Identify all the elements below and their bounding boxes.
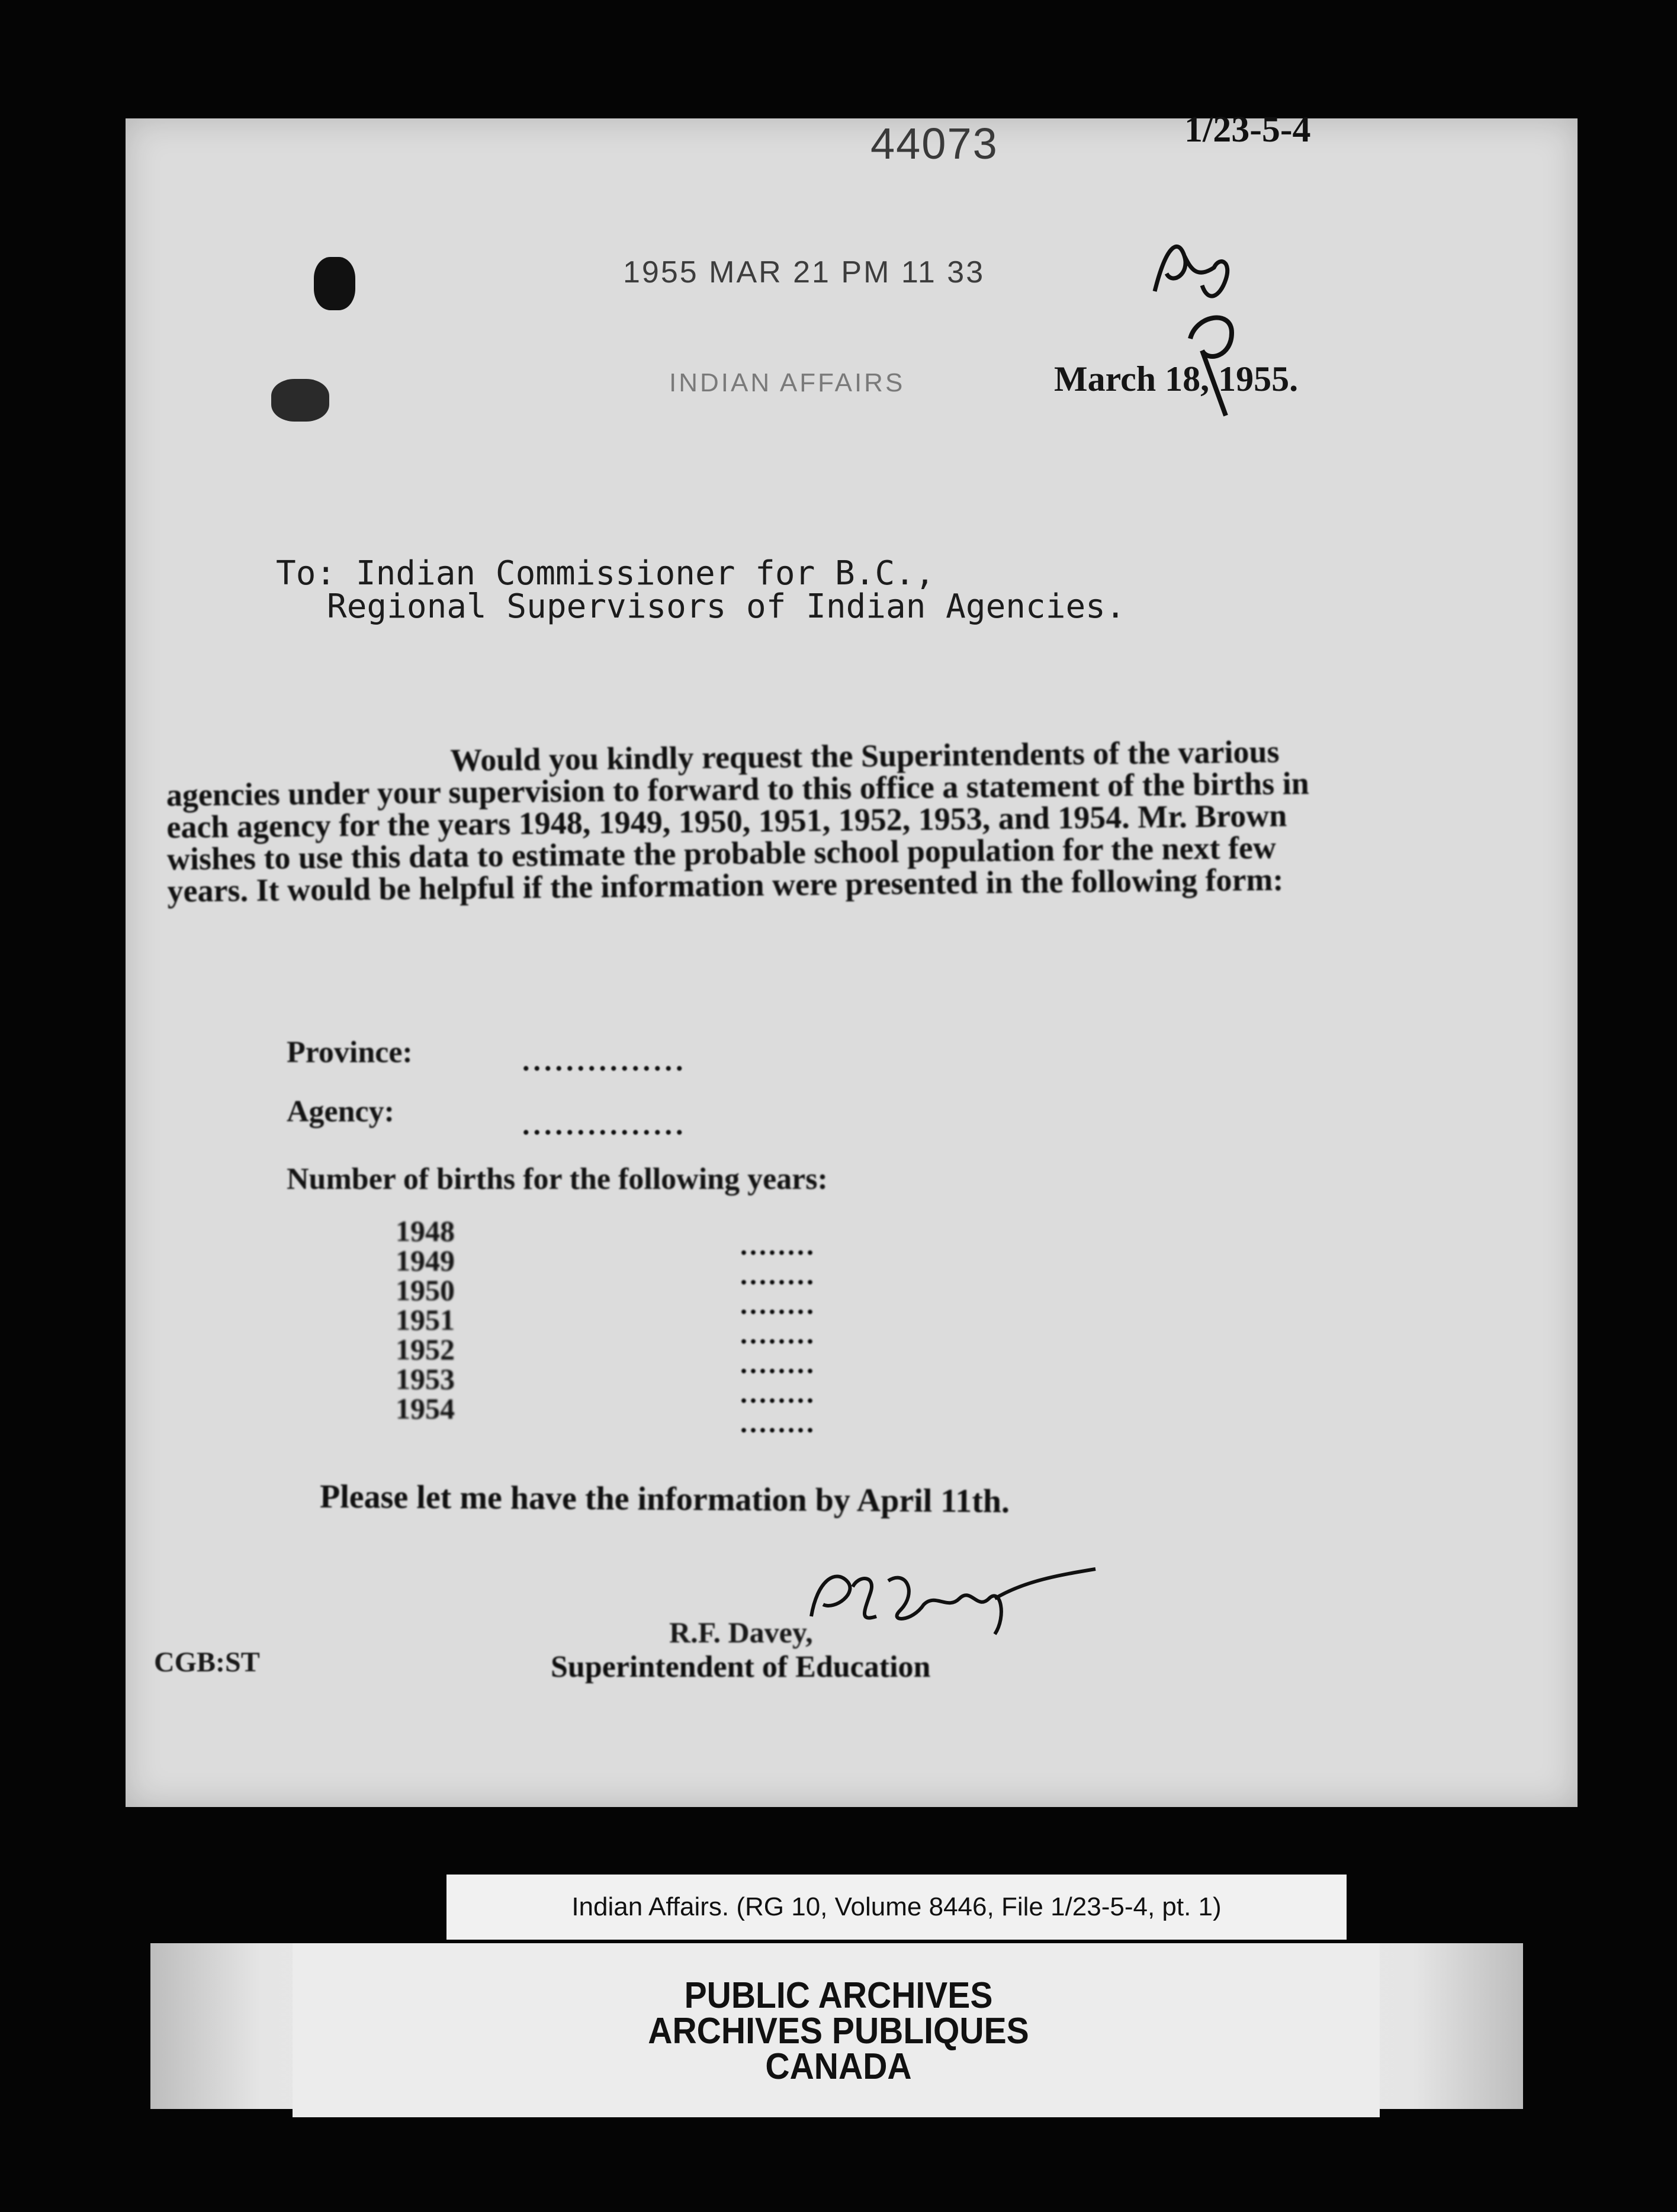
archive-line-1: PUBLIC ARCHIVES [684, 1975, 993, 2016]
letter-body: Would you kindly request the Superintendents of the various agencies under your supervision to forward to this office a statement of the births in each agency for the years 1948, 1949, 1950, 1951, 1952, 1953, and 1954. Mr. Brown wishes to use this data to estimate the probable school population for the next few years. It would be helpful if the information were presented in the following form: [166, 734, 1309, 909]
signature [799, 1557, 1107, 1646]
signatory-name: R.F. Davey, [669, 1616, 813, 1649]
file-number: 1/23-5-4 [1184, 110, 1311, 150]
year-blank: ........ [740, 1319, 816, 1350]
year-1949: 1949 [396, 1244, 455, 1277]
year-1952: 1952 [396, 1333, 455, 1366]
handwritten-initials [1143, 220, 1261, 445]
year-1950: 1950 [396, 1274, 455, 1307]
year-1953: 1953 [396, 1362, 455, 1396]
ink-blot [271, 379, 329, 422]
stamp-number: 44073 [870, 119, 998, 168]
agency-blank: ............... [522, 1108, 687, 1141]
year-1951: 1951 [396, 1303, 455, 1336]
recipient-line-1: To: Indian Commissioner for B.C., [276, 554, 935, 593]
reference-initials: CGB:ST [154, 1647, 260, 1678]
closing-line: Please let me have the information by April 11th. [319, 1478, 1010, 1520]
province-blank: ............... [522, 1044, 687, 1077]
ink-blot [314, 257, 355, 310]
year-blank: ........ [740, 1348, 816, 1380]
agency-label: Agency: [287, 1095, 394, 1128]
year-1948: 1948 [396, 1214, 455, 1248]
province-label: Province: [287, 1036, 413, 1069]
department-stamp: INDIAN AFFAIRS [669, 368, 905, 397]
letter-date: March 18, 1955. [1054, 359, 1299, 398]
year-blank: ........ [740, 1259, 816, 1291]
year-blank: ........ [740, 1378, 816, 1409]
signatory-title: Superintendent of Education [551, 1650, 931, 1684]
year-blank: ........ [740, 1407, 816, 1439]
archive-caption [446, 1875, 1347, 1940]
year-1954: 1954 [396, 1392, 455, 1425]
year-blank: ........ [740, 1230, 816, 1261]
year-blank: ........ [740, 1289, 816, 1320]
archive-line-3: CANADA [765, 2046, 912, 2087]
archive-caption-text: Indian Affairs. (RG 10, Volume 8446, File 1/23-5-4, pt. 1) [571, 1892, 1222, 1921]
archive-line-2: ARCHIVES PUBLIQUES [648, 2011, 1029, 2052]
births-label: Number of births for the following years: [287, 1162, 828, 1196]
received-stamp: 1955 MAR 21 PM 11 33 [623, 255, 985, 290]
recipient-line-2: Regional Supervisors of Indian Agencies. [327, 587, 1126, 626]
